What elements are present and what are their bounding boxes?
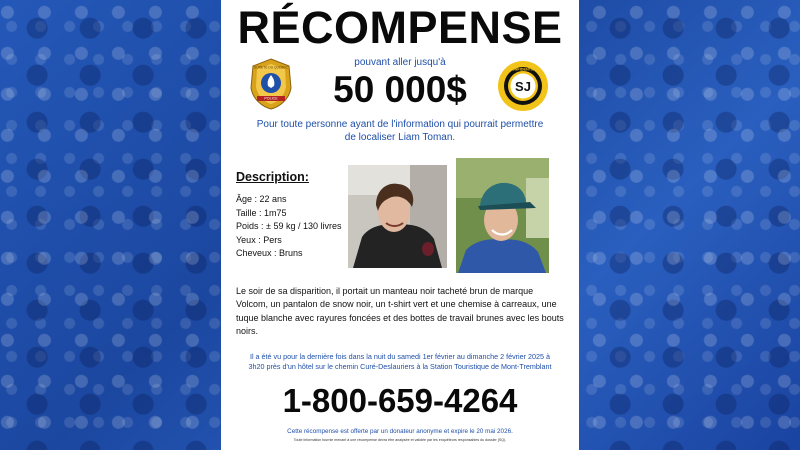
poster-headline: RÉCOMPENSE: [237, 2, 563, 53]
phone-number[interactable]: 1-800-659-4264: [282, 382, 518, 419]
description-list: [236, 193, 342, 261]
badge-right-monogram: SJ: [515, 79, 531, 94]
offer-expiry-text: Cette récompense est offerte par un donateur anonyme et expire le 20 mai 2026.: [287, 428, 513, 435]
description-item: Poids : ± 59 kg / 130 livres: [236, 221, 342, 232]
last-seen-text: Il a été vu pour la dernière fois dans la nuit du samedi 1er février au dimanche 2 février 2025 à 3h20 près d'un hôtel sur le chemin Curé-Deslauriers à la Station Touristique de Mont-Tremblant: [248, 352, 552, 371]
description-label: Taille: [236, 207, 257, 218]
reward-poster: [221, 0, 579, 450]
badge-left-line1: SÛRETÉ DU QUÉBEC: [254, 65, 288, 70]
fineprint-text: Toute information fournie menant à une récompense devra être analysée et validée par les enquêteurs responsables du dossier (SQ).: [293, 438, 507, 442]
description-label: Yeux: [236, 234, 256, 245]
description-item: Âge : 22 ans: [236, 194, 287, 204]
description-value: Pers: [263, 234, 282, 245]
missing-person-photo-2: [456, 158, 549, 273]
intro-text: Pour toute personne ayant de l'information qui pourrait permettre de localiser Liam Toman.: [256, 119, 544, 143]
reward-upto-label: pouvant aller jusqu'à: [354, 57, 446, 68]
badge-left-line2: POLICE: [264, 96, 278, 101]
description-label: Poids: [236, 221, 259, 232]
description-value: 1m75: [264, 207, 287, 218]
missing-person-photo-1: [348, 165, 447, 268]
description-item: Yeux : Pers: [236, 234, 282, 245]
badge-right-ring-text: CONFIDENTIEL: [508, 67, 538, 72]
description-item: Cheveux : Bruns: [236, 248, 303, 259]
clothing-description: Le soir de sa disparition, il portait un manteau noir tacheté brun de marque Volcom, un pantalon de snow noir, un t-shirt vert et une chemise à carreaux, une tuque blanche avec rayures foncées et des bottes de travail brunes avec les bouts noirs.: [236, 286, 564, 337]
description-value: 22 ans: [259, 194, 287, 204]
description-label: Âge: [236, 194, 253, 204]
description-item: Taille : 1m75: [236, 207, 287, 218]
description-value: Bruns: [279, 248, 303, 259]
description-title: Description:: [236, 170, 309, 184]
description-label: Cheveux: [236, 248, 272, 259]
description-value: ± 59 kg / 130 livres: [266, 221, 342, 232]
reward-amount: 50 000$: [333, 69, 467, 110]
